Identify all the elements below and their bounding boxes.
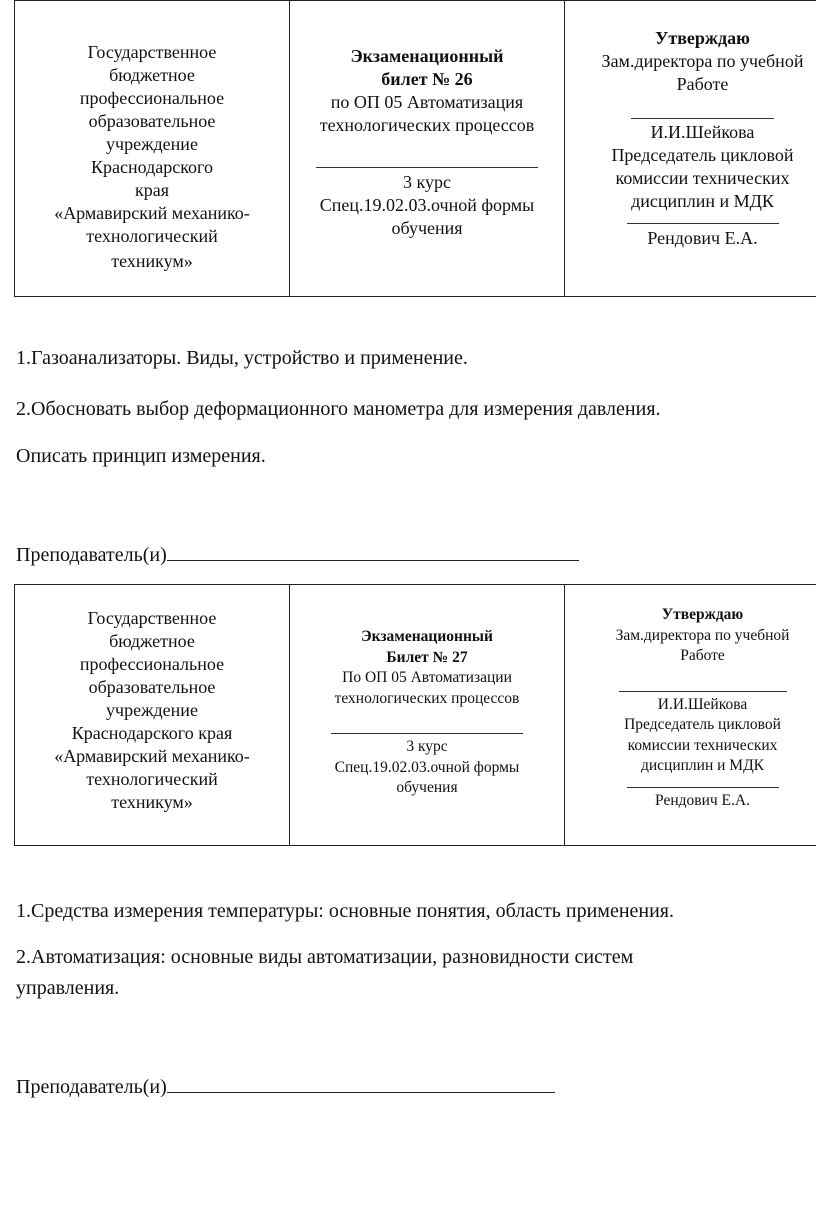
institution-line: Государственное [87,42,217,62]
teacher-signature-line [167,540,579,561]
specialty-line: обучения [391,218,463,238]
teacher-label: Преподаватель(и) [16,1076,167,1098]
institution-line: учреждение [106,700,198,720]
ticket-title-cell [290,585,565,846]
deputy-title: Зам.директора по учебной [615,626,790,644]
teacher-label: Преподаватель(и) [16,544,167,566]
question-2-continued: Описать принцип измерения. [16,445,266,467]
chair-title: дисциплин и МДК [631,191,774,211]
question-2: 2.Обосновать выбор деформационного манометра для измерения давления. [16,398,661,420]
institution-line: бюджетное [109,65,195,85]
teacher-signature-line [167,1072,555,1093]
chair-title: комиссии технических [615,168,790,188]
deputy-name: И.И.Шейкова [650,122,755,142]
institution-line: образовательное [88,677,216,697]
course: 3 курс [403,172,451,192]
signature-line [619,691,787,692]
institution-line: профессиональное [79,654,225,674]
institution-line: профессиональное [79,88,225,108]
institution-line: «Армавирский механико- [54,203,250,223]
signature-line [331,733,523,734]
question-2-continued: управления. [16,977,120,999]
deputy-title: Работе [676,74,729,94]
chair-title: комиссии технических [627,736,778,754]
ticket-27-header-table [14,584,816,846]
signature-line [627,787,779,788]
subject-line: По ОП 05 Автоматизации [342,669,512,686]
institution-line: техникум» [111,792,193,812]
subject-line: технологических процессов [334,689,520,707]
approval-cell [565,1,816,297]
course: 3 курс [406,738,448,755]
institution-line: «Армавирский механико- [54,746,250,766]
ticket-number: Билет № 27 [386,648,468,666]
institution-cell [15,585,290,846]
ticket-26-header-table [14,0,816,297]
subject-line: технологических процессов [319,115,535,135]
institution-line: бюджетное [109,631,195,651]
question-1: 1.Средства измерения температуры: основные понятия, область применения. [16,900,675,922]
approval-cell [565,585,816,846]
institution-line: техникум» [111,251,193,271]
deputy-title: Работе [680,647,725,664]
ticket-title: Экзаменационный [361,628,493,645]
institution-line: Краснодарского края [71,723,233,743]
institution-line: края [134,180,169,200]
institution-line: Государственное [87,608,217,628]
deputy-title: Зам.директора по учебной [601,51,804,71]
institution-line: технологический [86,769,218,789]
chair-title: Председатель цикловой [611,145,794,165]
signature-line [316,167,538,168]
approve-label: Утверждаю [661,606,744,623]
teacher-signature-row [16,1072,555,1100]
question-2: 2.Автоматизация: основные виды автоматизации, разновидности систем [16,946,634,968]
institution-line: Краснодарского [90,157,213,177]
specialty-line: обучения [396,779,458,796]
subject-line: по ОП 05 Автоматизация [330,92,524,112]
approve-label: Утверждаю [655,28,750,48]
chair-title: Председатель цикловой [624,716,781,733]
institution-line: образовательное [88,111,216,131]
teacher-signature-row [16,540,579,568]
signature-line [631,118,774,119]
specialty-line: Спец.19.02.03.очной формы [334,758,520,776]
ticket-number: билет № 26 [381,69,473,89]
institution-cell [15,1,290,297]
ticket-title-cell [290,1,565,297]
ticket-title: Экзаменационный [350,46,504,66]
institution-line: технологический [86,226,218,246]
specialty-line: Спец.19.02.03.очной формы [319,195,535,215]
institution-line: учреждение [106,134,198,154]
chair-name: Рендович Е.А. [655,791,750,809]
chair-title: дисциплин и МДК [640,757,764,774]
deputy-name: И.И.Шейкова [657,695,748,713]
question-1: 1.Газоанализаторы. Виды, устройство и применение. [16,347,468,369]
chair-name: Рендович Е.А. [647,228,758,248]
signature-line [627,223,779,224]
